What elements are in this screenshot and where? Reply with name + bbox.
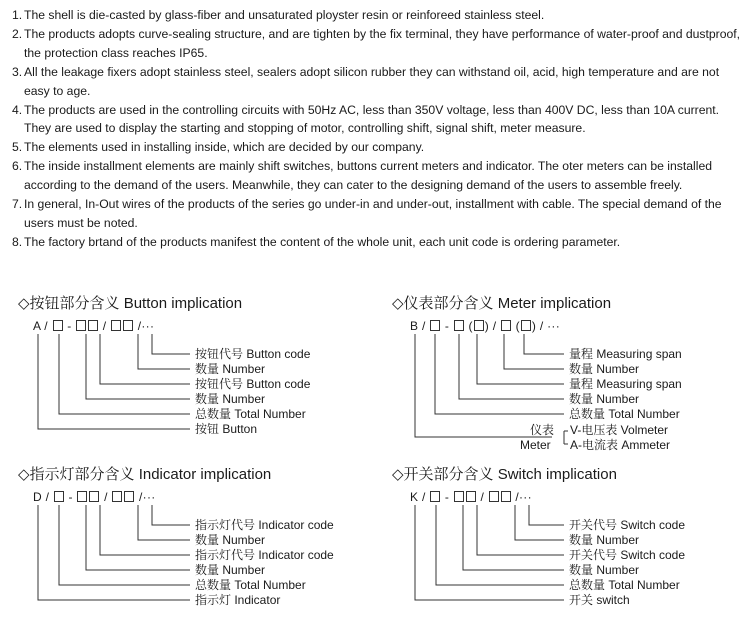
meter-label: 量程 Measuring span — [569, 377, 682, 391]
note-number: 6. — [12, 159, 23, 174]
code-paren: ) — [484, 319, 490, 333]
code-dash: - — [68, 490, 73, 504]
note-text: In general, In-Out wires of the products of the series go under-in and under-out, installment with cable. The special demand of the users must be noted. — [24, 197, 722, 230]
note-text: The products are used in the controlling circuits with 50Hz AC, less than 350V voltage, less than 400V DC, less than 10A current. They are used to display the starting and stopping of motor, controlling shift, signal shift, meter measure. — [24, 102, 720, 136]
code-separator: / — [492, 319, 497, 333]
switch-implication-title: ◇开关部分含义 Switch implication — [392, 466, 617, 483]
code-paren: ) — [531, 319, 537, 333]
code-separator: / — [421, 490, 426, 504]
note-item — [12, 101, 744, 139]
meter-type-cn: 仪表 — [530, 423, 555, 437]
note-text: The elements used in installing inside, which are decided by our company. — [24, 140, 425, 155]
code-tail: / ··· — [539, 319, 560, 333]
meter-type-a: A-电流表 Ammeter — [570, 438, 671, 452]
code-separator: / — [480, 490, 485, 504]
code-prefix: A — [33, 319, 41, 333]
note-item — [12, 63, 744, 101]
code-dash: - — [444, 319, 450, 333]
note-number: 7. — [12, 197, 23, 212]
note-item — [12, 138, 744, 157]
notes-list — [12, 6, 744, 252]
note-number: 4. — [12, 102, 23, 117]
code-separator: / — [44, 319, 48, 333]
indicator-label: 数量 Number — [195, 533, 266, 547]
button-implication-title: ◇按钮部分含义 Button implication — [18, 295, 243, 312]
meter-type-v: V-电压表 Volmeter — [570, 423, 669, 437]
button-label: 数量 Number — [195, 362, 266, 376]
code-prefix: B — [410, 319, 419, 333]
indicator-label: 指示灯代号 Indicator code — [195, 518, 334, 532]
note-text: The inside installment elements are mainly shift switches, buttons current meters and indicator. The oter meters can be installed according to the demand of the users. Meanwhile, they can cater to the designing demand of the users to assemble freely. — [24, 159, 713, 193]
indicator-label: 指示灯代号 Indicator code — [195, 548, 334, 562]
note-item — [12, 195, 744, 233]
note-item — [12, 157, 744, 195]
code-prefix: D — [33, 490, 42, 504]
note-number: 1. — [12, 8, 23, 22]
note-item — [12, 6, 744, 25]
note-number: 5. — [12, 140, 23, 155]
code-paren: ( — [468, 319, 473, 333]
switch-label: 开关 switch — [569, 593, 630, 607]
note-number: 3. — [12, 64, 23, 79]
meter-implication-title: ◇仪表部分含义 Meter implication — [392, 295, 612, 312]
indicator-label: 指示灯 Indicator — [195, 593, 281, 607]
meter-label: 总数量 Total Number — [569, 407, 680, 421]
switch-label: 开关代号 Switch code — [569, 548, 686, 562]
note-text: All the leakage fixers adopt stainless steel, sealers adopt silicon rubber they can withstand oil, acid, high temperature and are not easy to age. — [24, 64, 720, 98]
switch-label: 数量 Number — [569, 533, 640, 547]
meter-label: 数量 Number — [569, 362, 640, 376]
note-item — [12, 25, 744, 63]
code-prefix: K — [410, 490, 419, 504]
switch-label: 开关代号 Switch code — [569, 518, 686, 532]
code-tail: /··· — [515, 490, 532, 504]
meter-label: 量程 Measuring span — [569, 347, 682, 361]
button-label: 数量 Number — [195, 392, 266, 406]
code-paren: ( — [515, 319, 520, 333]
button-label: 按钮代号 Button code — [195, 377, 311, 391]
button-label: 按钮 Button — [195, 422, 258, 436]
note-item — [12, 233, 744, 252]
meter-type-en: Meter — [520, 438, 551, 452]
meter-label: 数量 Number — [569, 392, 640, 406]
code-tail: /··· — [137, 319, 155, 333]
button-label: 按钮代号 Button code — [195, 347, 311, 361]
code-separator: / — [45, 490, 50, 504]
code-tail: /··· — [139, 490, 156, 504]
code-separator: / — [421, 319, 426, 333]
note-text: The products adopts curve-sealing structure, and are tighten by the fix terminal, they have performance of water-proof and dustproof, the protection class reaches IP65. — [24, 26, 741, 60]
note-text: The shell is die-casted by glass-fiber and unsaturated ployster resin or reinforeed stainless steel. — [24, 8, 545, 22]
code-separator: / — [104, 490, 108, 504]
note-text: The factory brtand of the products manifest the content of the whole unit, each unit code is ordering parameter. — [24, 234, 621, 249]
indicator-implication-title: ◇指示灯部分含义 Indicator implication — [18, 466, 272, 483]
indicator-label: 总数量 Total Number — [195, 578, 306, 592]
note-number: 8. — [12, 234, 23, 249]
button-label: 总数量 Total Number — [195, 407, 306, 421]
code-dash: - — [444, 490, 450, 504]
indicator-label: 数量 Number — [195, 563, 266, 577]
switch-label: 数量 Number — [569, 563, 640, 577]
note-number: 2. — [12, 26, 23, 41]
switch-label: 总数量 Total Number — [569, 578, 680, 592]
code-separator: / — [102, 319, 107, 333]
code-dash: - — [67, 319, 72, 333]
